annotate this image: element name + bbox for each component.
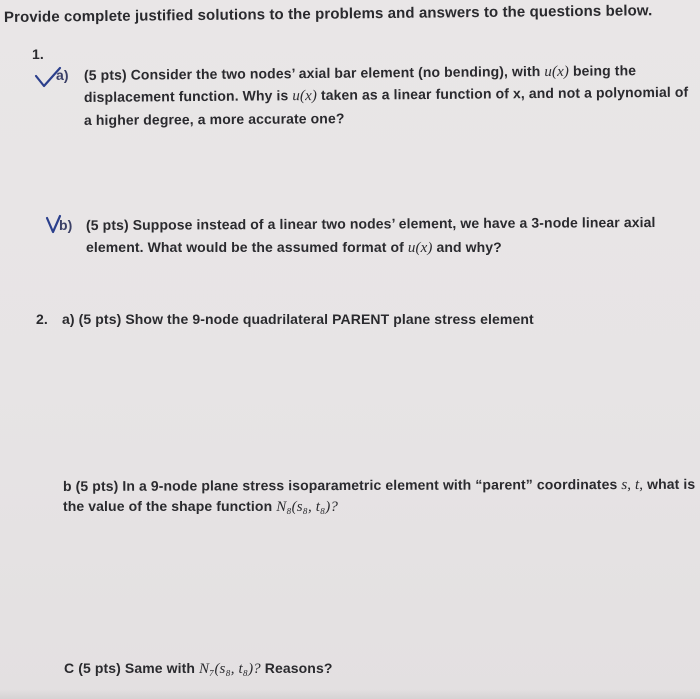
question-1b-line-2: element. What would be the assumed format of u(x) and why?: [86, 239, 502, 256]
question-1a-line-1: (5 pts) Consider the two nodes’ axial bar element (no bending), with u(x) being the: [83, 62, 637, 83]
question-1a-line-3: a higher degree, a more accurate one?: [83, 110, 345, 128]
question-2a-text: a) (5 pts) Show the 9-node quadrilateral PARENT plane stress element: [62, 311, 534, 327]
question-2b-line-1: b (5 pts) In a 9-node plane stress isoparametric element with “parent” coordinates s, t, what is: [62, 475, 696, 494]
question-1b-label: b): [59, 217, 73, 233]
question-2c-text: C (5 pts) Same with N₇(s₈, t₈)? Reasons?: [64, 660, 333, 677]
question-1a-line-2: displacement function. Why is u(x) taken as a linear function of x, and not a polynomial of: [83, 83, 689, 105]
question-1-number: 1.: [32, 46, 44, 62]
question-1a-label: a): [56, 67, 69, 83]
question-1b-line-1: (5 pts) Suppose instead of a linear two nodes’ element, we have a 3-node linear axial: [85, 214, 656, 233]
question-2b-line-2: the value of the shape function N₈(s₈, t₈)?: [63, 498, 338, 515]
question-2-number: 2.: [36, 311, 48, 327]
instructions-header: Provide complete justified solutions to the problems and answers to the questions below.: [3, 2, 653, 26]
page-bottom-shadow: [0, 689, 700, 699]
